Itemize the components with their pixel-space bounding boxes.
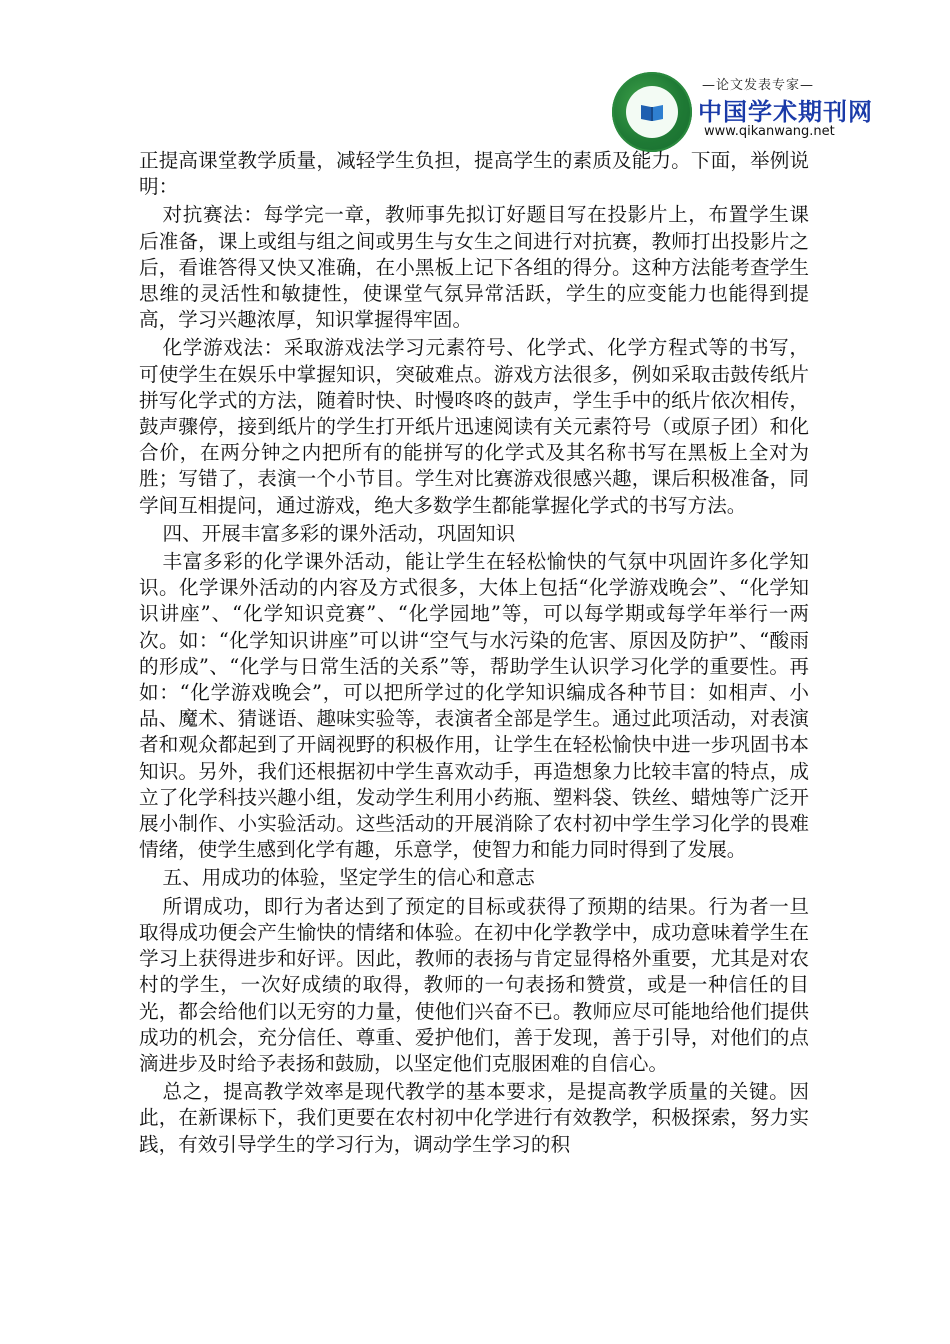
paragraph: 正提高课堂教学质量，减轻学生负担，提高学生的素质及能力。下面，举例说明： [139,149,809,199]
paragraph: 所谓成功，即行为者达到了预定的目标或获得了预期的结果。行为者一旦取得成功便会产生愉快的情绪和体验。在初中化学教学中，成功意味着学生在学习上获得进步和好评。因此，教师的表扬与肯定显得格外重要，尤其是对农村的学生，一次好成绩的取得，教师的一句表扬和赞赏，或是一种信任的目光，都会给他们以无穷的力量，使他们兴奋不已。教师应尽可能地给他们提供成功的机会，充分信任、尊重、爱护他们，善于发现，善于引导，对他们的点滴进步及时给予表扬和鼓励，以坚定他们克服困难的自信心。 [139,894,809,1075]
paragraph: 对抗赛法：每学完一章，教师事先拟订好题目写在投影片上，布置学生课后准备，课上或组与组之间或男生与女生之间进行对抗赛，教师打出投影片之后，看谁答得又快又准确，在小黑板上记下各组的得分。这种方法能考查学生思维的灵活性和敏捷性，使课堂气氛异常活跃，学生的应变能力也能得到提高，学习兴趣浓厚，知识掌握得牢固。 [139,203,809,332]
logo-tagline: —论文发表专家— [702,78,815,93]
section-heading: 五、用成功的体验，坚定学生的信心和意志 [162,866,535,890]
book-icon [640,102,664,122]
logo-emblem [612,72,692,152]
section-heading: 四、开展丰富多彩的课外活动，巩固知识 [162,521,516,545]
paragraph: 丰富多彩的化学课外活动，能让学生在轻松愉快的气氛中巩固许多化学知识。化学课外活动的内容及方式很多，大体上包括“化学游戏晚会”、“化学知识讲座”、“化学知识竞赛”、“化学园地”等，可以每学期或每学年举行一两次。如：“化学知识讲座”可以讲“空气与水污染的危害、原因及防护”、“酸雨的形成”、“化学与日常生活的关系”等，帮助学生认识学习化学的重要性。再如：“化学游戏晚会”，可以把所学过的化学知识编成各种节目：如相声、小品、魔术、猜谜语、趣味实验等，表演者全部是学生。通过此项活动，对表演者和观众都起到了开阔视野的积极作用，让学生在轻松愉快中进一步巩固书本知识。另外，我们还根据初中学生喜欢动手，再造想象力比较丰富的特点，成立了化学科技兴趣小组，发动学生利用小药瓶、塑料袋、铁丝、蜡烛等广泛开展小制作、小实验活动。这些活动的开展消除了农村初中学生学习化学的畏难情绪，使学生感到化学有趣，乐意学，使智力和能力同时得到了发展。 [139,550,809,862]
site-logo [612,72,873,154]
logo-name: 中国学术期刊网 [698,98,873,126]
paragraph: 总之，提高教学效率是现代教学的基本要求，是提高教学质量的关键。因此，在新课标下，我们更要在农村初中化学进行有效教学，积极探索，努力实践，有效引导学生的学习行为，调动学生学习的积 [139,1080,809,1156]
logo-url: www.qikanwang.net [704,124,835,139]
paragraph: 化学游戏法：采取游戏法学习元素符号、化学式、化学方程式等的书写，可使学生在娱乐中掌握知识，突破难点。游戏方法很多，例如采取击鼓传纸片拼写化学式的方法，随着时快、时慢咚咚的鼓声，学生手中的纸片依次相传，鼓声骤停，接到纸片的学生打开纸片迅速阅读有关元素符号（或原子团）和化合价，在两分钟之内把所有的能拼写的化学式及其名称书写在黑板上全对为胜；写错了，表演一个小节目。学生对比赛游戏很感兴趣，课后积极准备，同学间互相提问，通过游戏，绝大多数学生都能掌握化学式的书写方法。 [139,336,809,517]
article-body [139,148,809,1160]
